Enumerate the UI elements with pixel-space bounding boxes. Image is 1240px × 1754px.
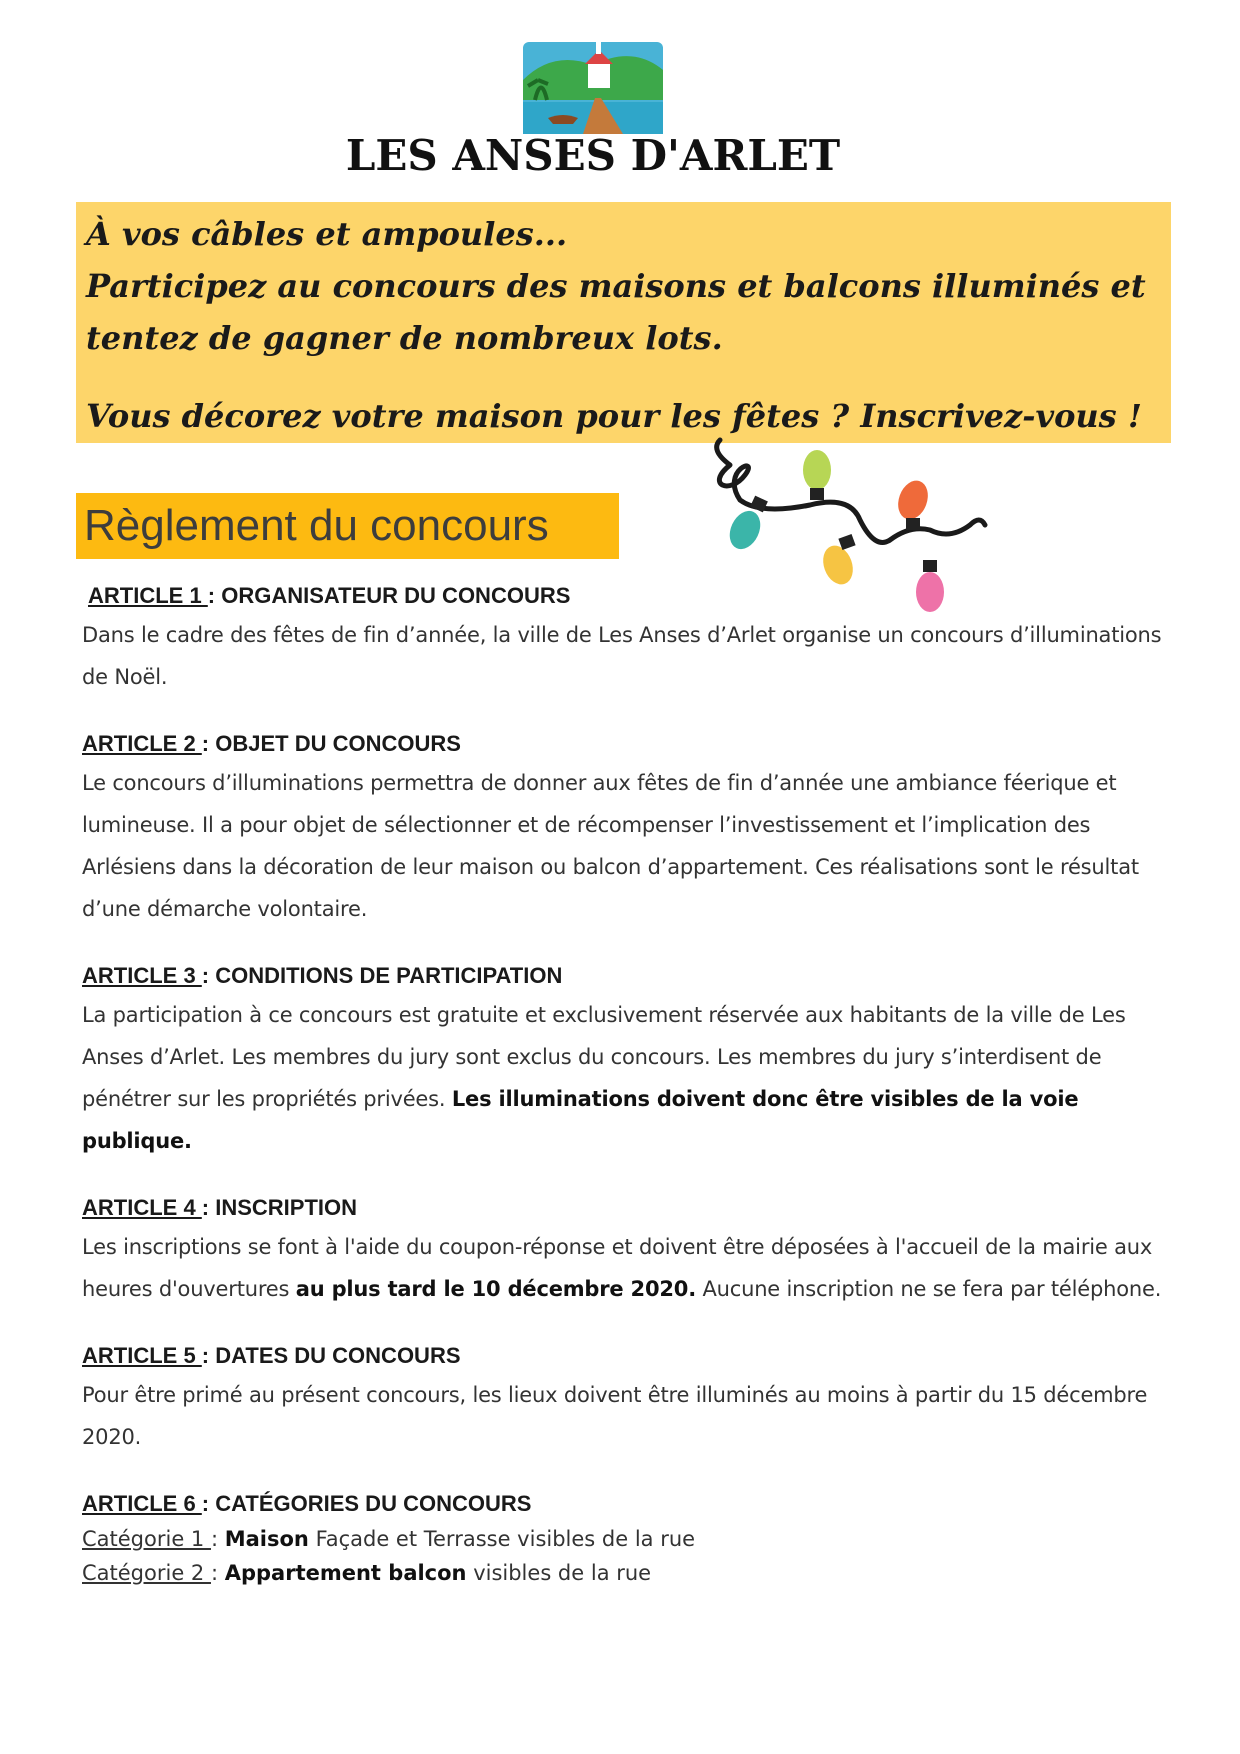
article-heading: ARTICLE 4 : INSCRIPTION — [82, 1195, 358, 1220]
article-text: Dans le cadre des fêtes de fin d’année, la ville de Les Anses d’Arlet organise un concours d’illuminations de Noël. — [82, 623, 1162, 689]
article-1 — [82, 578, 1172, 698]
rules-content — [82, 578, 1172, 1590]
article-heading: ARTICLE 6 : CATÉGORIES DU CONCOURS — [82, 1491, 532, 1516]
article-6 — [82, 1486, 1172, 1590]
article-3 — [82, 958, 1172, 1162]
article-text: Pour être primé au présent concours, les lieux doivent être illuminés au moins à partir du 15 décembre 2020. — [82, 1383, 1148, 1449]
article-text: Le concours d’illuminations permettra de donner aux fêtes de fin d’année une ambiance féerique et lumineuse. Il a pour objet de sélectionner et de récompenser l’investissement et l’implication des Arlésiens dans la décoration de leur maison ou balcon d’appartement. Ces réalisations sont le résultat d’une démarche volontaire. — [82, 771, 1139, 921]
article-heading: ARTICLE 2 : OBJET DU CONCOURS — [82, 731, 461, 756]
article-2 — [82, 726, 1172, 930]
category-item: Catégorie 2 : Appartement balcon visibles de la rue — [82, 1561, 652, 1585]
category-item: Catégorie 1 : Maison Façade et Terrasse visibles de la rue — [82, 1527, 696, 1551]
article-heading: ARTICLE 3 : CONDITIONS DE PARTICIPATION — [82, 963, 563, 988]
article-heading: ARTICLE 5 : DATES DU CONCOURS — [82, 1343, 461, 1368]
article-4 — [82, 1190, 1172, 1310]
banner-line-1: À vos câbles et ampoules... — [86, 215, 568, 253]
section-title: Règlement du concours — [76, 493, 619, 559]
svg-text:LES ANSES D'ARLET: LES ANSES D'ARLET — [345, 131, 841, 180]
banner-line-3: Vous décorez votre maison pour les fêtes ? Inscrivez-vous ! — [86, 397, 1142, 435]
article-5 — [82, 1338, 1172, 1458]
banner-line-2: Participez au concours des maisons et balcons illuminés et tentez de gagner de nombreux lots. — [86, 267, 1146, 357]
article-text: La participation à ce concours est gratuite et exclusivement réservée aux habitants de la ville de Les Anses d’Arlet. Les membres du jury sont exclus du concours. Les membres du jury s’interdisent de pénétrer sur les propriétés privées. Les illuminations doivent donc être visibles de la voie publique. — [82, 1003, 1126, 1153]
article-text: Les inscriptions se font à l'aide du coupon-réponse et doivent être déposées à l'accueil de la mairie aux heures d'ouvertures au plus tard le 10 décembre 2020. Aucune inscription ne se fera par téléphone. — [82, 1235, 1162, 1301]
promo-banner — [76, 202, 1171, 443]
town-logo — [345, 40, 841, 180]
article-heading: ARTICLE 1 : ORGANISATEUR DU CONCOURS — [88, 583, 571, 608]
